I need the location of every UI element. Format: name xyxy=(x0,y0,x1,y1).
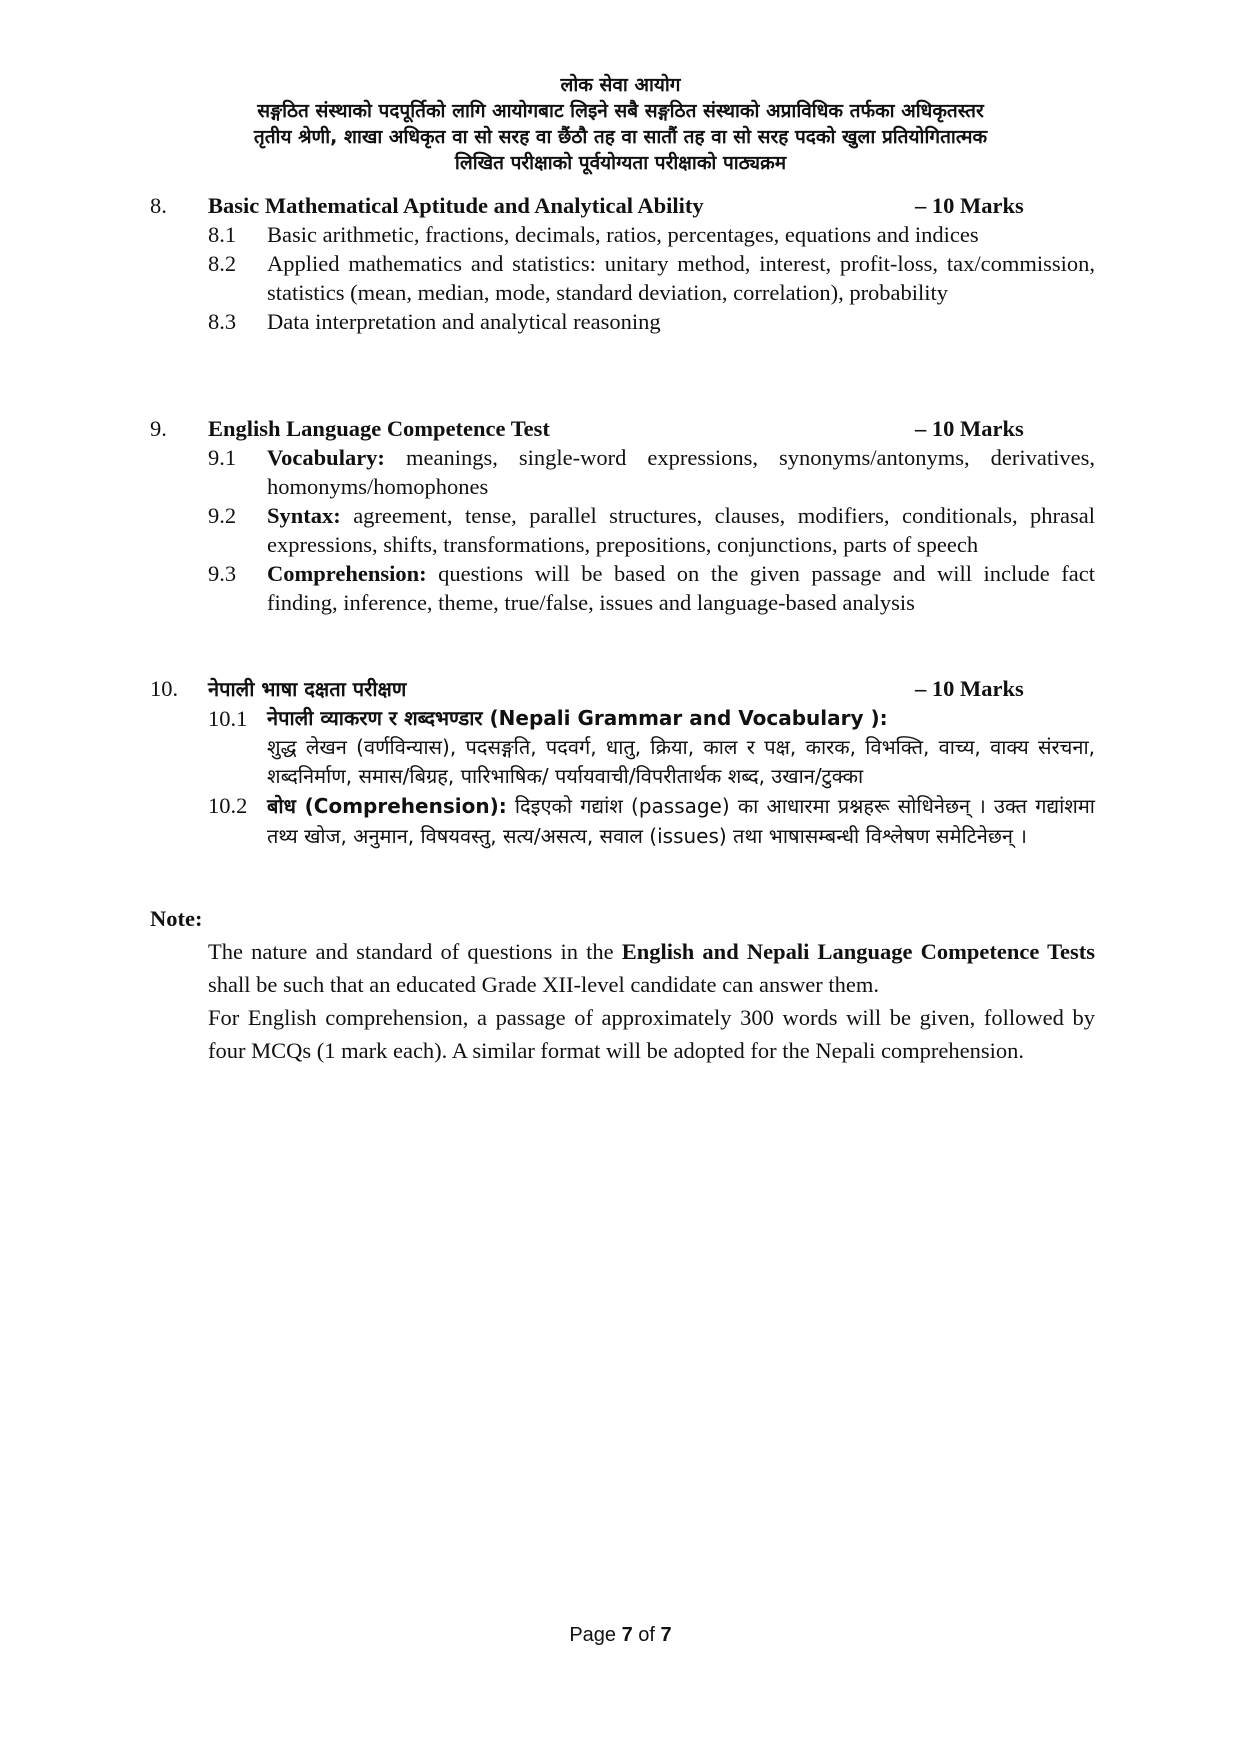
item-body: शुद्ध लेखन (वर्णविन्यास), पदसङ्गति, पदवर्ग, धातु, क्रिया, काल र पक्ष, कारक, विभक्ति, वाच्य, वाक्य संरचना, शब्दनिर्माण, समास/बिग्रह, पारिभाषिक/ पर्यायवाची/विपरीतार्थक शब्द, उखान/टुक्का xyxy=(267,735,1095,788)
section-number: 9. xyxy=(150,416,167,441)
list-item xyxy=(208,791,1095,851)
section-heading xyxy=(150,674,1095,704)
item-number: 9.2 xyxy=(208,503,237,528)
item-text: Applied mathematics and statistics: unitary method, interest, profit-loss, tax/commission, statistics (mean, median, mode, standard deviation, correlation), probability xyxy=(267,251,1095,305)
section-9 xyxy=(150,414,1095,617)
note-text: The nature and standard of questions in the xyxy=(208,939,622,964)
section-number: 8. xyxy=(150,193,167,218)
section-heading xyxy=(150,191,1095,220)
total-pages: 7 xyxy=(660,1624,672,1646)
list-item xyxy=(208,307,1095,336)
item-body: questions will be based on the given passage and will include fact finding, inference, theme, true/false, issues and language-based analysis xyxy=(267,561,1095,615)
header-line-2: सङ्गठित संस्थाको पदपूर्तिको लागि आयोगबाट लिइने सबै सङ्गठित संस्थाको अप्राविधिक तर्फका अधिकृतस्तर xyxy=(257,100,984,122)
header-line-4: लिखित परीक्षाको पूर्वयोग्यता परीक्षाको पाठ्यक्रम xyxy=(454,152,787,174)
note-paragraph-1 xyxy=(208,935,1095,1001)
list-item xyxy=(208,704,1095,791)
item-text xyxy=(267,501,1095,559)
header-line-3: तृतीय श्रेणी, शाखा अधिकृत वा सो सरह वा छैंठौ तह वा सातौं तह वा सो सरह पदको खुला प्रतियोगितात्मक xyxy=(253,126,988,148)
note-emphasis: English and Nepali Language Competence Tests xyxy=(621,939,1096,964)
item-body: दिइएको गद्यांश (passage) का आधारमा प्रश्नहरू सोधिनेछन् । उक्त गद्यांशमा तथ्य खोज, अनुमान, विषयवस्तु, सत्य/असत्य, सवाल (issues) तथा भाषासम्बन्धी विश्लेषण समेटिनेछन् । xyxy=(267,794,1095,848)
item-text xyxy=(267,704,1095,791)
item-number: 8.1 xyxy=(208,222,237,247)
item-number: 8.3 xyxy=(208,309,237,334)
page-number xyxy=(0,1624,1241,1647)
list-item xyxy=(208,443,1095,501)
item-text xyxy=(267,791,1095,851)
item-number: 9.1 xyxy=(208,445,237,470)
list-item xyxy=(208,249,1095,307)
section-title: नेपाली भाषा दक्षता परीक्षण xyxy=(208,677,407,701)
item-label: Comprehension: xyxy=(267,561,427,586)
header-line-1: लोक सेवा आयोग xyxy=(560,74,681,96)
section-marks: – 10 Marks xyxy=(915,416,1024,441)
item-text: Basic arithmetic, fractions, decimals, ratios, percentages, equations and indices xyxy=(267,222,979,247)
list-item xyxy=(208,501,1095,559)
item-label: Syntax: xyxy=(267,503,341,528)
section-10 xyxy=(150,674,1095,851)
item-number: 8.2 xyxy=(208,251,237,276)
note-text: shall be such that an educated Grade XII-level candidate can answer them. xyxy=(208,972,879,997)
current-page: 7 xyxy=(621,1624,633,1646)
item-number: 10.2 xyxy=(208,793,248,818)
page-word: Page xyxy=(569,1624,617,1646)
item-label: नेपाली व्याकरण र शब्दभण्डार (Nepali Grammar and Vocabulary ): xyxy=(267,706,888,730)
list-item xyxy=(208,559,1095,617)
section-number: 10. xyxy=(150,676,179,701)
note-section xyxy=(150,902,1095,1067)
section-marks: – 10 Marks xyxy=(915,193,1024,218)
section-8 xyxy=(150,191,1095,336)
item-text xyxy=(267,443,1095,501)
list-item xyxy=(208,220,1095,249)
item-body: agreement, tense, parallel structures, clauses, modifiers, conditionals, phrasal expressions, shifts, transformations, prepositions, conjunctions, parts of speech xyxy=(267,503,1095,557)
note-paragraph-2: For English comprehension, a passage of approximately 300 words will be given, followed by four MCQs (1 mark each). A similar format will be adopted for the Nepali comprehension. xyxy=(208,1005,1095,1063)
note-title: Note: xyxy=(150,906,203,931)
section-marks: – 10 Marks xyxy=(915,676,1024,701)
of-word: of xyxy=(638,1624,655,1646)
section-title: English Language Competence Test xyxy=(208,416,550,441)
item-label: बोध (Comprehension): xyxy=(267,794,507,818)
item-number: 9.3 xyxy=(208,561,237,586)
document-header xyxy=(120,72,1121,176)
item-number: 10.1 xyxy=(208,706,248,731)
section-heading xyxy=(150,414,1095,443)
item-body: meanings, single-word expressions, synonyms/antonyms, derivatives, homonyms/homophones xyxy=(267,445,1095,499)
item-text: Data interpretation and analytical reasoning xyxy=(267,309,661,334)
item-label: Vocabulary: xyxy=(267,445,385,470)
section-title: Basic Mathematical Aptitude and Analytical Ability xyxy=(208,193,704,218)
item-text xyxy=(267,559,1095,617)
